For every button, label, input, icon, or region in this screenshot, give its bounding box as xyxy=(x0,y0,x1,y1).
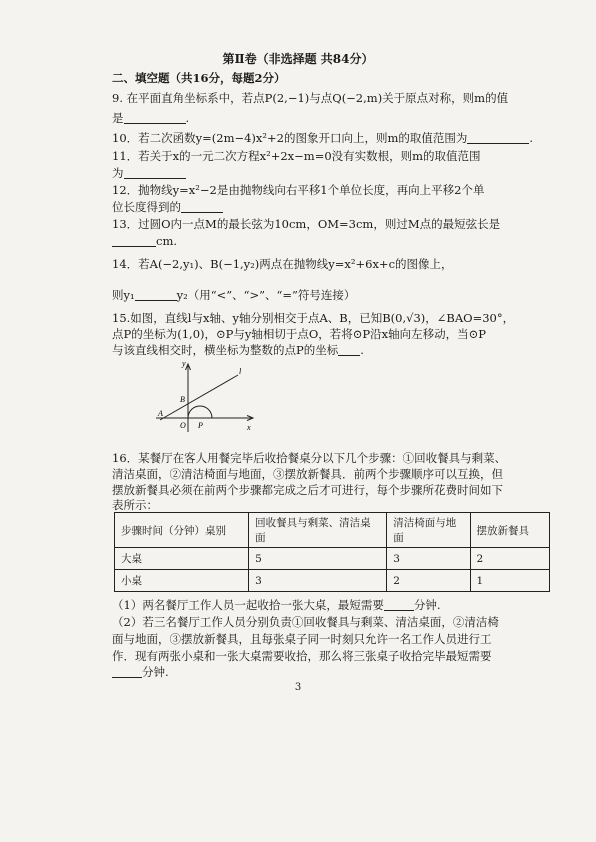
q16-sub2-line1: （2）若三名餐厅工作人员分别负责①回收餐具与剩菜、清洁桌面，②清洁椅 xyxy=(112,615,499,629)
q16-line2: 清洁桌面，②清洁椅面与地面，③摆放新餐具．前两个步骤顺序可以互换，但 xyxy=(112,467,503,481)
q14-answer-blank xyxy=(135,288,177,301)
table-header-cell: 摆放新餐具 xyxy=(470,513,549,548)
q10-line xyxy=(112,130,533,146)
q16-sub2-suffix: 分钟. xyxy=(142,665,169,679)
section-heading: 二、填空题（共16分，每题2分） xyxy=(112,71,286,85)
q16-sub1-answer-blank xyxy=(384,598,414,611)
table-cell: 1 xyxy=(470,570,549,592)
q9-line1: 9. 在平面直角坐标系中，若点P(2,−1)与点Q(−2,m)关于原点对称，则m的值 xyxy=(112,91,509,105)
paper-title: 第Ⅱ卷（非选择题 共84分） xyxy=(222,52,374,66)
q13-line1: 13．过圆O内一点M的最长弦为10cm，OM=3cm，则过M点的最短弦长是 xyxy=(112,217,501,231)
q10-suffix: . xyxy=(529,131,534,145)
q16-sub2-line3: 作．现有两张小桌和一张大桌需要收拾，那么将三张桌子收拾完毕最短需要 xyxy=(112,649,492,663)
table-cell: 5 xyxy=(249,548,387,570)
q14-suffix: y₂（用“<”、“>”、“=”符号连接） xyxy=(176,288,356,302)
q16-sub2-line4 xyxy=(112,664,169,680)
q15-line2: 点P的坐标为(1,0)，⊙P与y轴相切于点O，若将⊙P沿x轴向左移动，当⊙P xyxy=(112,327,487,341)
q12-line1: 12．抛物线y=x²−2是由抛物线向右平移1个单位长度，再向上平移2个单 xyxy=(112,183,485,197)
q11-line1: 11．若关于x的一元二次方程x²+2x−m=0没有实数根，则m的取值范围 xyxy=(112,149,481,163)
table-cell: 大桌 xyxy=(115,548,249,570)
q15-text: 与该直线相交时，横坐标为整数的点P的坐标 xyxy=(112,343,339,357)
q16-line4: 表所示： xyxy=(112,498,158,512)
table-header-row xyxy=(115,513,550,548)
q9-suffix: . xyxy=(185,111,190,125)
q16-line3: 摆放新餐具必须在前两个步骤都完成之后才可进行，每个步骤所花费时间如下 xyxy=(112,483,503,497)
table-header-cell: 回收餐具与剩菜、清洁桌面 xyxy=(249,513,387,548)
label-b: B xyxy=(180,395,185,404)
table-cell: 3 xyxy=(387,548,470,570)
q15-answer-blank xyxy=(338,343,360,356)
label-y: y xyxy=(182,360,186,368)
table-cell: 2 xyxy=(470,548,549,570)
q13-suffix: cm. xyxy=(156,234,178,248)
table-row xyxy=(115,570,550,592)
q15-line1: 15.如图，直线l与x轴、y轴分别相交于点A、B，已知B(0,√3)，∠BAO=30°， xyxy=(112,311,515,325)
q16-sub1-suffix: 分钟. xyxy=(413,598,441,612)
q14-line1: 14．若A(−2,y₁)、B(−1,y₂)两点在抛物线y=x²+6x+c的图像上， xyxy=(112,257,453,271)
q14-line2 xyxy=(112,287,355,303)
label-a: A xyxy=(158,409,163,418)
q16-sub2-line2: 面与地面，③摆放新餐具，且每张桌子同一时刻只允许一名工作人员进行工 xyxy=(112,632,492,646)
q12-line2 xyxy=(112,199,223,215)
q15-line3 xyxy=(112,342,364,358)
q14-prefix: 则y₁ xyxy=(112,288,135,302)
table-cell: 2 xyxy=(387,570,470,592)
q10-text: 10．若二次函数y=(2m−4)x²+2的图象开口向上，则m的取值范围为 xyxy=(112,131,468,145)
q15-coordinate-figure xyxy=(146,360,256,435)
q9-prefix: 是 xyxy=(112,111,124,125)
label-x: x xyxy=(247,423,251,432)
label-o: O xyxy=(180,421,186,430)
q12-answer-blank xyxy=(181,200,223,213)
line-l xyxy=(160,375,238,420)
table-row xyxy=(115,548,550,570)
q9-line2 xyxy=(112,110,189,126)
q10-answer-blank xyxy=(467,131,529,144)
table-header-cell: 步骤时间（分钟）桌别 xyxy=(115,513,249,548)
q16-sub1 xyxy=(112,597,440,613)
circle-p xyxy=(188,406,212,418)
label-p: P xyxy=(198,421,203,430)
q16-sub2-answer-blank xyxy=(112,665,142,678)
q16-line1: 16．某餐厅在客人用餐完毕后收拾餐桌分以下几个步骤：①回收餐具与剩菜、 xyxy=(112,451,507,465)
q9-answer-blank xyxy=(124,111,186,124)
q11-prefix: 为 xyxy=(112,166,124,180)
q12-prefix: 位长度得到的 xyxy=(112,200,181,214)
table-cell: 3 xyxy=(249,570,387,592)
q13-answer-blank xyxy=(112,234,156,247)
q13-line2 xyxy=(112,233,177,249)
q11-answer-blank xyxy=(124,166,186,179)
table-cell: 小桌 xyxy=(115,570,249,592)
label-l: l xyxy=(239,367,242,376)
step-time-table xyxy=(114,512,550,592)
q15-suffix: . xyxy=(360,343,364,357)
page-number: 3 xyxy=(294,682,302,693)
table-header-cell: 清洁椅面与地面 xyxy=(387,513,470,548)
q11-line2 xyxy=(112,165,186,181)
q16-sub1-text: （1）两名餐厅工作人员一起收拾一张大桌，最短需要 xyxy=(112,598,384,612)
